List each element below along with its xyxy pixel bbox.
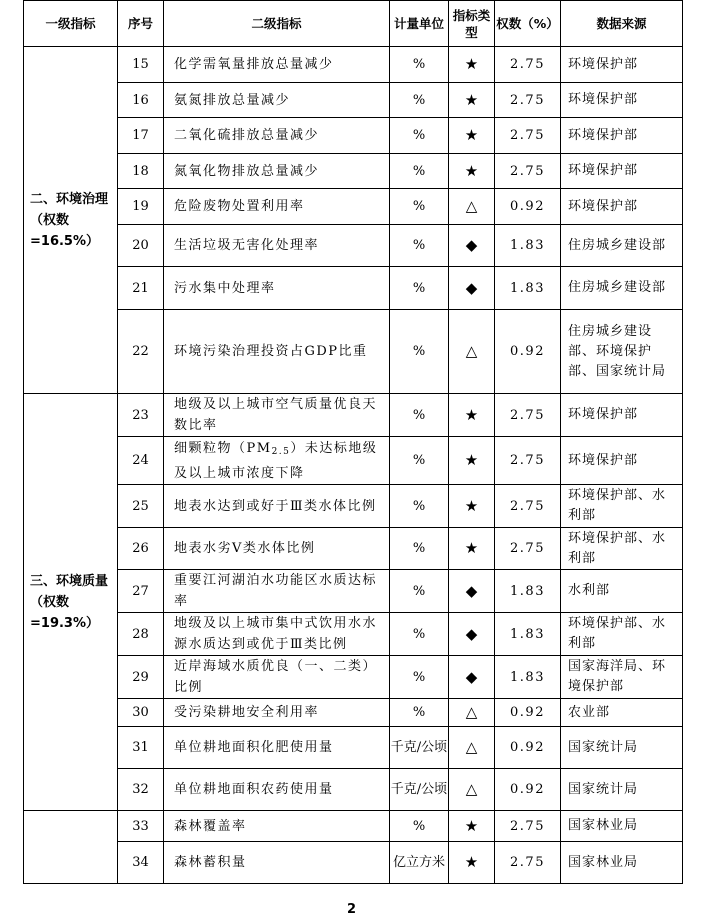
table-row: [24, 267, 683, 310]
row-weight: 0.92: [495, 189, 561, 225]
row-source: 住房城乡建设部: [561, 225, 683, 267]
row-source: 国家统计局: [561, 727, 683, 769]
row-weight: 2.75: [495, 528, 561, 570]
row-source: 环境保护部: [561, 437, 683, 485]
row-source: 住房城乡建设部、环境保护部、国家统计局: [561, 310, 683, 394]
row-name: 生活垃圾无害化处理率: [164, 225, 390, 267]
header-row: [24, 1, 683, 47]
row-no: 15: [118, 47, 164, 83]
row-no: 34: [118, 842, 164, 884]
row-type: ★: [449, 528, 495, 570]
indicator-table: [23, 0, 683, 884]
row-weight: 2.75: [495, 154, 561, 189]
row-unit: %: [390, 699, 449, 727]
row-type: △: [449, 727, 495, 769]
row-source: 农业部: [561, 699, 683, 727]
table-row: [24, 154, 683, 189]
table-row: [24, 118, 683, 154]
row-name: 重要江河湖泊水功能区水质达标率: [164, 570, 390, 613]
table-row: [24, 699, 683, 727]
row-unit: %: [390, 47, 449, 83]
row-no: 26: [118, 528, 164, 570]
table-row: [24, 613, 683, 656]
row-name: 氮氧化物排放总量减少: [164, 154, 390, 189]
row-name: 森林蓄积量: [164, 842, 390, 884]
row-source: 国家林业局: [561, 811, 683, 842]
row-weight: 0.92: [495, 727, 561, 769]
table-row: [24, 225, 683, 267]
table-row: [24, 842, 683, 884]
row-unit: 千克/公顷: [390, 727, 449, 769]
table-row: [24, 769, 683, 811]
row-name-pre: 细颗粒物（PM: [174, 440, 272, 456]
row-weight: 0.92: [495, 769, 561, 811]
row-weight: 2.75: [495, 437, 561, 485]
row-source: 国家海洋局、环境保护部: [561, 656, 683, 699]
row-no: 23: [118, 394, 164, 437]
row-no: 24: [118, 437, 164, 485]
row-type: ★: [449, 83, 495, 118]
table-row: [24, 83, 683, 118]
table-row: [24, 570, 683, 613]
row-no: 29: [118, 656, 164, 699]
row-name: [164, 437, 390, 485]
table-row: [24, 811, 683, 842]
row-unit: %: [390, 394, 449, 437]
row-source: 环境保护部: [561, 189, 683, 225]
row-name: 地表水劣V类水体比例: [164, 528, 390, 570]
row-name: 二氧化硫排放总量减少: [164, 118, 390, 154]
section-label-quality: 三、环境质量（权数=19.3%）: [24, 394, 118, 811]
table-row: [24, 394, 683, 437]
row-unit: %: [390, 485, 449, 528]
row-name: 地表水达到或好于Ⅲ类水体比例: [164, 485, 390, 528]
row-weight: 2.75: [495, 47, 561, 83]
row-type: ◆: [449, 613, 495, 656]
row-weight: 0.92: [495, 699, 561, 727]
section-label-ecology: [24, 811, 118, 884]
table-row: [24, 310, 683, 394]
row-weight: 2.75: [495, 842, 561, 884]
row-unit: 亿立方米: [390, 842, 449, 884]
row-name: 单位耕地面积农药使用量: [164, 769, 390, 811]
row-weight: 1.83: [495, 225, 561, 267]
row-source: 环境保护部: [561, 47, 683, 83]
row-no: 27: [118, 570, 164, 613]
row-type: ◆: [449, 225, 495, 267]
row-source: 住房城乡建设部: [561, 267, 683, 310]
row-unit: %: [390, 656, 449, 699]
table-row: [24, 437, 683, 485]
page-number: 2: [346, 902, 357, 917]
row-weight: 1.83: [495, 613, 561, 656]
row-no: 28: [118, 613, 164, 656]
row-type: ★: [449, 47, 495, 83]
row-type: ★: [449, 842, 495, 884]
row-name-sub: 2.5: [271, 446, 291, 457]
row-unit: %: [390, 437, 449, 485]
row-name: 化学需氧量排放总量减少: [164, 47, 390, 83]
row-no: 19: [118, 189, 164, 225]
header-unit: 计量单位: [390, 1, 449, 47]
row-name: 森林覆盖率: [164, 811, 390, 842]
row-no: 21: [118, 267, 164, 310]
row-weight: 2.75: [495, 83, 561, 118]
row-type: ◆: [449, 656, 495, 699]
row-source: 环境保护部、水利部: [561, 613, 683, 656]
row-source: 环境保护部、水利部: [561, 485, 683, 528]
row-name: 近岸海域水质优良（一、二类）比例: [164, 656, 390, 699]
row-unit: %: [390, 570, 449, 613]
row-type: △: [449, 189, 495, 225]
table-row: [24, 656, 683, 699]
table-row: [24, 727, 683, 769]
row-type: △: [449, 699, 495, 727]
row-unit: %: [390, 225, 449, 267]
row-name: 受污染耕地安全利用率: [164, 699, 390, 727]
row-no: 31: [118, 727, 164, 769]
header-source: 数据来源: [561, 1, 683, 47]
header-weight: 权数（%）: [495, 1, 561, 47]
row-type: △: [449, 769, 495, 811]
row-name: 氨氮排放总量减少: [164, 83, 390, 118]
row-weight: 1.83: [495, 570, 561, 613]
row-no: 33: [118, 811, 164, 842]
header-no: 序号: [118, 1, 164, 47]
row-unit: %: [390, 154, 449, 189]
row-type: ★: [449, 811, 495, 842]
row-unit: %: [390, 83, 449, 118]
row-source: 环境保护部: [561, 83, 683, 118]
row-source: 环境保护部: [561, 118, 683, 154]
row-unit: %: [390, 811, 449, 842]
table-row: [24, 485, 683, 528]
row-name-post: ）未达标地级及以上城市浓度下降: [174, 440, 378, 481]
row-unit: %: [390, 189, 449, 225]
row-weight: 2.75: [495, 394, 561, 437]
row-type: △: [449, 310, 495, 394]
row-weight: 1.83: [495, 656, 561, 699]
row-name: 污水集中处理率: [164, 267, 390, 310]
row-source: 国家林业局: [561, 842, 683, 884]
table-row: [24, 47, 683, 83]
row-name: 单位耕地面积化肥使用量: [164, 727, 390, 769]
row-weight: 2.75: [495, 811, 561, 842]
row-unit: %: [390, 310, 449, 394]
row-unit: %: [390, 267, 449, 310]
row-type: ★: [449, 437, 495, 485]
row-source: 国家统计局: [561, 769, 683, 811]
row-no: 18: [118, 154, 164, 189]
row-no: 16: [118, 83, 164, 118]
row-no: 30: [118, 699, 164, 727]
row-name: 危险废物处置利用率: [164, 189, 390, 225]
row-type: ★: [449, 485, 495, 528]
section-label-governance: 二、环境治理（权数=16.5%）: [24, 47, 118, 394]
row-type: ★: [449, 394, 495, 437]
header-type: 指标类型: [449, 1, 495, 47]
row-no: 17: [118, 118, 164, 154]
row-type: ◆: [449, 570, 495, 613]
row-unit: 千克/公顷: [390, 769, 449, 811]
row-weight: 2.75: [495, 118, 561, 154]
row-source: 环境保护部、水利部: [561, 528, 683, 570]
row-name: 地级及以上城市空气质量优良天数比率: [164, 394, 390, 437]
table-row: [24, 189, 683, 225]
row-weight: 1.83: [495, 267, 561, 310]
row-type: ★: [449, 154, 495, 189]
row-name: 环境污染治理投资占GDP比重: [164, 310, 390, 394]
row-source: 环境保护部: [561, 394, 683, 437]
row-weight: 0.92: [495, 310, 561, 394]
row-name: 地级及以上城市集中式饮用水水源水质达到或优于Ⅲ类比例: [164, 613, 390, 656]
row-no: 22: [118, 310, 164, 394]
row-type: ◆: [449, 267, 495, 310]
row-no: 20: [118, 225, 164, 267]
row-source: 水利部: [561, 570, 683, 613]
row-weight: 2.75: [495, 485, 561, 528]
row-type: ★: [449, 118, 495, 154]
table-row: [24, 528, 683, 570]
row-unit: %: [390, 118, 449, 154]
header-level2: 二级指标: [164, 1, 390, 47]
row-no: 32: [118, 769, 164, 811]
row-unit: %: [390, 528, 449, 570]
row-no: 25: [118, 485, 164, 528]
row-unit: %: [390, 613, 449, 656]
row-source: 环境保护部: [561, 154, 683, 189]
header-level1: 一级指标: [24, 1, 118, 47]
